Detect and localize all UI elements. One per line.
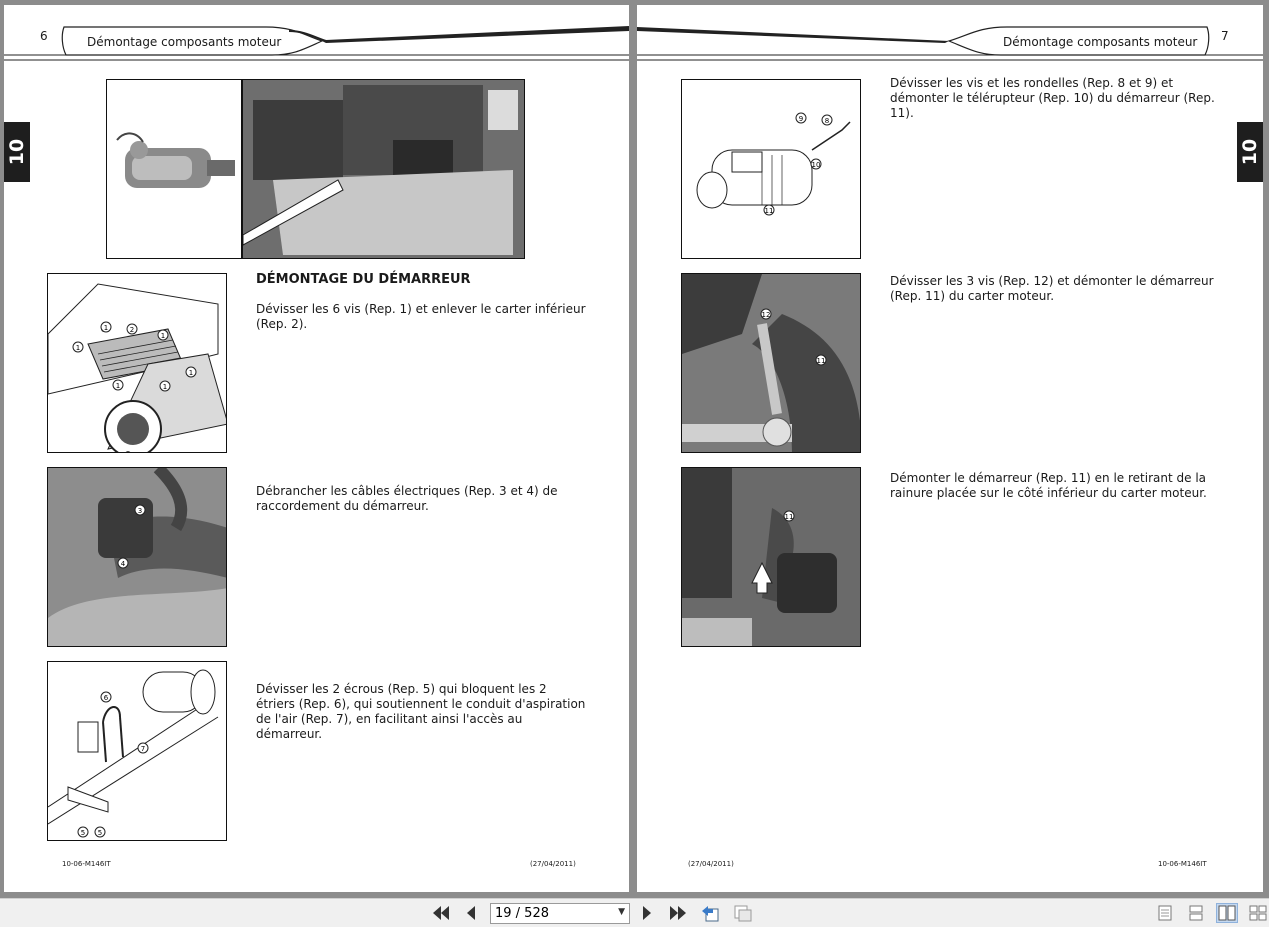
step-text-1: Dévisser les 6 vis (Rep. 1) et enlever le carter inférieur (Rep. 2).	[256, 302, 586, 331]
facing-icon[interactable]	[1216, 903, 1238, 923]
step-text-2: Débrancher les câbles électriques (Rep. 3 et 4) de raccordement du démarreur.	[256, 484, 558, 513]
starter-relay-diagram	[681, 79, 861, 259]
page-number-input[interactable]	[495, 905, 607, 922]
step-text-2: Dévisser les 3 vis (Rep. 12) et démonter le démarreur (Rep. 11) du carter moteur.	[890, 274, 1214, 303]
svg-text:12: 12	[761, 311, 771, 319]
svg-text:3: 3	[137, 507, 143, 515]
svg-text:1: 1	[75, 344, 81, 352]
electric-cables-photo	[47, 467, 227, 647]
prev-page-icon[interactable]	[461, 903, 481, 923]
first-page-icon[interactable]	[431, 903, 451, 923]
svg-text:10: 10	[811, 161, 821, 169]
footer-code: 10-06-M146IT	[62, 860, 111, 868]
air-duct-diagram	[47, 661, 227, 841]
right-page	[637, 5, 1263, 892]
svg-text:7: 7	[140, 745, 146, 753]
callout-7	[138, 743, 148, 753]
svg-text:1: 1	[162, 383, 168, 391]
callout-9	[796, 113, 806, 123]
header-title: Démontage composants moteur	[87, 35, 282, 49]
svg-text:11: 11	[816, 357, 826, 365]
callout-1d	[186, 367, 196, 377]
svg-text:5: 5	[97, 829, 103, 837]
engine-bay-photo	[242, 79, 525, 259]
lower-cover-diagram	[47, 273, 227, 453]
footer-date: (27/04/2011)	[530, 860, 576, 868]
svg-text:9: 9	[798, 115, 804, 123]
page-selector[interactable]	[490, 903, 630, 924]
callout-1c	[158, 330, 168, 340]
footer-code: 10-06-M146IT	[1158, 860, 1207, 868]
step-text-3: Dévisser les 2 écrous (Rep. 5) qui bloquent les 2 étriers (Rep. 6), qui soutiennent le conduit d'aspiration de l'air (Rep. 7), en facilitant ainsi l'accès au démarreur.	[256, 682, 586, 741]
header-title: Démontage composants moteur	[1003, 35, 1198, 49]
callout-4	[118, 558, 128, 568]
starter-motor-photo	[106, 79, 242, 259]
starter-removal-photo	[681, 467, 861, 647]
section-heading: DÉMONTAGE DU DÉMARREUR	[256, 272, 471, 287]
svg-text:11: 11	[784, 513, 794, 521]
footer-date: (27/04/2011)	[688, 860, 734, 868]
svg-text:1: 1	[160, 332, 166, 340]
callout-5b	[95, 827, 105, 837]
step-text-3: Démonter le démarreur (Rep. 11) en le retirant de la rainure placée sur le côté inférieur du carter moteur.	[890, 471, 1207, 500]
starter-screws-photo	[681, 273, 861, 453]
callout-11	[784, 511, 794, 521]
svg-text:1: 1	[115, 382, 121, 390]
last-page-icon[interactable]	[668, 903, 688, 923]
section-tab: 10	[1237, 122, 1263, 182]
callout-1b	[73, 342, 83, 352]
page-number: 6	[40, 29, 48, 43]
callout-1e	[113, 380, 123, 390]
svg-text:2: 2	[129, 326, 135, 334]
next-page-icon[interactable]	[637, 903, 657, 923]
next-view-icon[interactable]	[733, 903, 753, 923]
svg-text:6: 6	[103, 694, 109, 702]
svg-text:5: 5	[80, 829, 86, 837]
svg-text:4: 4	[120, 560, 126, 568]
callout-10	[811, 159, 821, 169]
chevron-down-icon[interactable]: ▼	[618, 907, 625, 917]
single-page-icon[interactable]	[1154, 903, 1176, 923]
callout-3	[135, 505, 145, 515]
section-tab: 10	[4, 122, 30, 182]
callout-6	[101, 692, 111, 702]
left-page	[4, 5, 629, 892]
callout-12	[761, 309, 771, 319]
step-text-1: Dévisser les vis et les rondelles (Rep. 8 et 9) et démonter le télérupteur (Rep. 10) du démarreur (Rep. 11).	[890, 76, 1215, 120]
page-number: 7	[1221, 29, 1229, 43]
continuous-icon[interactable]	[1185, 903, 1207, 923]
previous-view-icon[interactable]	[700, 903, 720, 923]
callout-8	[822, 115, 832, 125]
svg-text:1: 1	[188, 369, 194, 377]
continuous-facing-icon[interactable]	[1247, 903, 1269, 923]
callout-5a	[78, 827, 88, 837]
svg-text:1: 1	[103, 324, 109, 332]
callout-1f	[160, 381, 170, 391]
svg-text:11: 11	[764, 207, 774, 215]
svg-text:8: 8	[824, 117, 830, 125]
callout-2	[127, 324, 137, 334]
callout-1a	[101, 322, 111, 332]
navigation-toolbar	[0, 898, 1269, 927]
callout-11	[764, 205, 774, 215]
callout-11	[816, 355, 826, 365]
